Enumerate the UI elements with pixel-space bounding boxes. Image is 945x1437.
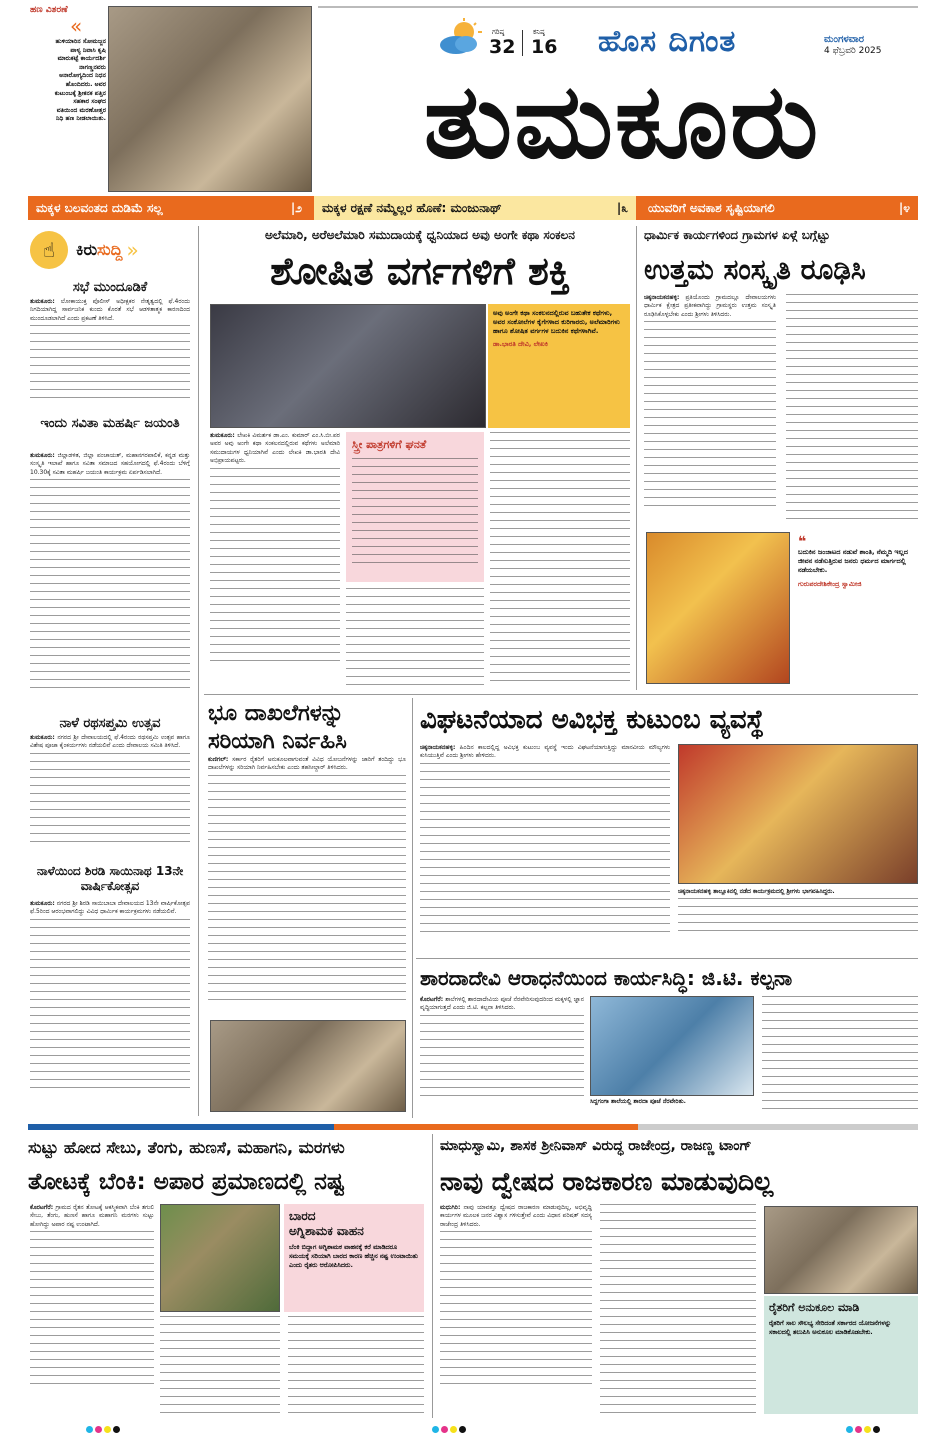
- weather-min: 16: [531, 36, 558, 58]
- right-photo: [646, 532, 790, 684]
- politics-box-title: ರೈತರಿಗೆ ಅನುಕೂಲ ಮಾಡಿ: [769, 1301, 860, 1314]
- right-body-text: ಪ್ರತಿಯೊಂದು ಗ್ರಾಮದಲ್ಲೂ ದೇವಾಲಯಗಳು ಧಾರ್ಮಿಕ ಕ್ಷೇತ್ರದ ಪ್ರತೀಕವಾಗಿದ್ದು ಗ್ರಾಮಸ್ಥರು ಉತ್ತಮ ಸಂಸ್ಕೃತಿ ರೂಢಿಸಿಕೊಳ್ಳಬೇಕು ಎಂದು ಶ್ರೀಗಳು ತಿಳಿಸಿದರು.: [644, 294, 776, 318]
- politics-body-text: ನಾವು ಯಾವತ್ತೂ ದ್ವೇಷದ ರಾಜಕಾರಣ ಮಾಡುವುದಿಲ್ಲ, ಅಭಿವೃದ್ಧಿ ಕಾರ್ಯಗಳ ಮೂಲಕ ಜನರ ವಿಶ್ವಾಸ ಗಳಿಸುತ್ತೇವೆ ಎಂದು ವಿಧಾನ ಪರಿಷತ್ ಸದಸ್ಯ ರಾಜೇಂದ್ರ ತಿಳಿಸಿದರು.: [440, 1204, 592, 1228]
- family-body: [420, 744, 670, 954]
- kiru-item-2-title: ಇಂದು ಸವಿತಾ ಮಹರ್ಷಿ ಜಯಂತಿ: [40, 416, 180, 431]
- fire-box: [284, 1204, 424, 1312]
- kiru-item-1-text: ಲೋಕಾಯುಕ್ತ ಪೊಲೀಸ್ ಅಧೀಕ್ಷಕರ ನೇತೃತ್ವದಲ್ಲಿ ಫೆ.4ರಂದು ನಿಗದಿಯಾಗಿದ್ದ ಸಾರ್ವಜನಿಕ ಕುಂದು ಕೊರತೆ ಸಭೆ ಆಡಳಿತಾತ್ಮಕ ಕಾರಣದಿಂದ ಮುಂದೂಡಲಾಗಿದೆ ಎಂದು ಪ್ರಕಟಣೆ ತಿಳಿಸಿದೆ.: [30, 298, 190, 322]
- main-sub-box: [346, 432, 484, 582]
- weather-max-label: ಗರಿಷ್ಠ: [492, 28, 505, 36]
- politics-headline: ನಾವು ದ್ವೇಷದ ರಾಜಕಾರಣ ಮಾಡುವುದಿಲ್ಲ: [440, 1167, 774, 1196]
- section-bar-grey: [638, 1124, 918, 1130]
- right-kicker: ಧಾರ್ಮಿಕ ಕಾರ್ಯಗಳಿಂದ ಗ್ರಾಮಗಳ ಏಳ್ಗೆ ಬಗ್ಗೆಟ್ಟು: [644, 228, 830, 242]
- right-quote-box: [794, 532, 918, 684]
- right-quote-by: ಗುರುಪರದೇಶಿಕೇಂದ್ರ ಸ್ವಾಮೀಜಿ: [798, 579, 862, 588]
- fire-box-title-a: ಬಾರದ: [289, 1209, 316, 1223]
- main-quote-box: [488, 304, 630, 428]
- kirusuddi-label-b: ಸುದ್ದಿ: [97, 240, 123, 259]
- land-body-text: ಸರ್ಕಾರ ರೈತರಿಗೆ ಅನುಕೂಲವಾಗುವಂತೆ ವಿವಿಧ ಯೋಜನೆಗಳನ್ನು ಜಾರಿಗೆ ತಂದಿದ್ದು ಭೂ ದಾಖಲೆಗಳನ್ನು ಸರಿಯಾಗಿ ನಿರ್ವಹಿಸಬೇಕು ಎಂದು ತಹಸೀಲ್ದಾರ್ ತಿಳಿಸಿದರು.: [208, 756, 406, 772]
- politics-kicker: ಮಾಧುಸ್ವಾಮಿ, ಶಾಸಕ ಶ್ರೀನಿವಾಸ್ ವಿರುದ್ಧ ರಾಜೇಂದ್ರ, ರಾಜಣ್ಣ ಟಾಂಗ್: [440, 1138, 752, 1154]
- text-lines: [30, 325, 190, 405]
- corner-text: ಹುಳಿಯಾರಿನ ಸೋಮಜ್ಜನ ಪಾಳ್ಯ ನಿವಾಸಿ ಕೃಷಿ ಮಾರುಕಟ್ಟೆ ಕಾರ್ಯದರ್ಶಿ ನಾಗಣ್ಣನವರು ಅನಾರೋಗ್ಯದಿಂದ ನಿಧನ ಹೊಂದಿದರು. ಅವರ ಕುಟುಂಬಕ್ಕೆ ಶ್ರೀಕನಕ ಪತ್ತಿನ ಸಹಕಾರ ಸಂಘದ ವತಿಯಿಂದ ಮರಣೋತ್ತರ ನಿಧಿ ಹಣ ನೀಡಲಾಯಿತು.: [54, 38, 106, 123]
- kiru-item-1-title: ಸಭೆ ಮುಂದೂಡಿಕೆ: [72, 280, 148, 295]
- text-lines: [30, 479, 190, 689]
- kiru-item-1-place: ತುಮಕೂರು:: [30, 298, 55, 305]
- quote-icon: ❝: [798, 534, 807, 550]
- sharada-col3-text: [762, 996, 918, 1116]
- fire-photo: [160, 1204, 280, 1312]
- kiru-item-3-text: ನಗರದ ಶ್ರೀ ದೇವಾಲಯದಲ್ಲಿ ಫೆ.4ರಂದು ರಥಸಪ್ತಮಿ ಉತ್ಸವ ಹಾಗೂ ವಿಶೇಷ ಪೂಜಾ ಕೈಂಕರ್ಯಗಳು ನಡೆಯಲಿವೆ ಎಂದು ದೇವಾಲಯ ಸಮಿತಿ ತಿಳಿಸಿದೆ.: [30, 734, 190, 750]
- fire-col3-text: [288, 1316, 424, 1416]
- teaser-2-page: |೩: [616, 200, 628, 215]
- fire-place: ಕೊರಟಗೆರೆ:: [30, 1204, 54, 1211]
- main-col3-text: [490, 432, 630, 688]
- fire-headline: ತೋಟಕ್ಕೆ ಬೆಂಕಿ: ಅಪಾರ ಪ್ರಮಾಣದಲ್ಲಿ ನಷ್ಟ: [28, 1169, 345, 1195]
- family-body-text: ಹಿಂದಿನ ಕಾಲದಲ್ಲಿದ್ದ ಅವಿಭಕ್ತ ಕುಟುಂಬ ವ್ಯವಸ್ಥೆ ಇಂದು ವಿಘಟನೆಯಾಗುತ್ತಿದ್ದು ಮಾನವೀಯ ಮೌಲ್ಯಗಳು ಕುಸಿಯುತ್ತಿವೆ ಎಂದು ಶ್ರೀಗಳು ಹೇಳಿದರು.: [420, 744, 670, 760]
- issue-date: 4 ಫೆಬ್ರವರಿ 2025: [824, 46, 882, 56]
- politics-body: [440, 1204, 592, 1416]
- fire-box-title-b: ಅಗ್ನಿಶಾಮಕ ವಾಹನ: [289, 1224, 364, 1238]
- text-lines: [644, 321, 776, 511]
- main-sub-title: ಸ್ತ್ರೀ ಪಾತ್ರಗಳಿಗೆ ಘನತೆ: [352, 438, 427, 451]
- fire-box-text: ಬೆಂಕಿ ಬಿದ್ದಾಗ ಅಗ್ನಿಶಾಮಕ ವಾಹನಕ್ಕೆ ಕರೆ ಮಾಡಿದರೂ ಸಮಯಕ್ಕೆ ಸರಿಯಾಗಿ ಬಾರದ ಕಾರಣ ಹೆಚ್ಚಿನ ನಷ್ಟ ಉಂಟಾಯಿತು ಎಂದು ರೈತರು ಆರೋಪಿಸಿದರು.: [289, 1243, 418, 1269]
- land-headline: ಭೂ ದಾಖಲೆಗಳನ್ನು ಸರಿಯಾಗಿ ನಿರ್ವಹಿಸಿ: [208, 701, 347, 754]
- politics-col2-text: [600, 1204, 756, 1416]
- sharada-body: [420, 996, 584, 1116]
- text-lines: [420, 763, 670, 939]
- fire-body-text: ಗ್ರಾಮದ ರೈತನ ತೋಟಕ್ಕೆ ಆಕಸ್ಮಿಕವಾಗಿ ಬೆಂಕಿ ತಗುಲಿ ಸೇಬು, ತೆಂಗು, ಹುಣಸೆ ಹಾಗೂ ಮಹಾಗನಿ ಮರಗಳು ಸುಟ್ಟು ಹೋಗಿದ್ದು ಅಪಾರ ನಷ್ಟ ಉಂಟಾಗಿದೆ.: [30, 1204, 154, 1228]
- text-lines: [352, 458, 478, 568]
- right-place: ಚಿಕ್ಕನಾಯಕನಹಳ್ಳಿ:: [644, 294, 680, 301]
- section-bar-orange: [334, 1124, 638, 1130]
- corner-label: ಹಣ ವಿತರಣೆ: [30, 5, 68, 15]
- kiru-item-3-title: ನಾಳೆ ರಥಸಪ್ತಮಿ ಉತ್ಸವ: [59, 716, 161, 731]
- family-caption: [678, 888, 918, 952]
- text-lines: [678, 898, 918, 938]
- family-place: ಚಿಕ್ಕನಾಯಕನಹಳ್ಳಿ:: [420, 744, 456, 751]
- paper-name: ಹೊಸ ದಿಗಂತ: [598, 24, 737, 59]
- edition-title: ತುಮಕೂರು: [423, 60, 821, 182]
- fire-kicker: ಸುಟ್ಟು ಹೋದ ಸೇಬು, ತೆಂಗು, ಹುಣಸೆ, ಮಹಾಗನಿ, ಮರಗಳು: [28, 1138, 345, 1157]
- teaser-3-page: |೪: [898, 200, 910, 215]
- text-lines: [210, 468, 340, 668]
- corner-photo: [108, 6, 312, 192]
- sharada-caption: ಸಿದ್ದಗಂಗಾ ಶಾಲೆಯಲ್ಲಿ ಶಾರದಾ ಪೂಜೆ ನೆರವೇರಿತು.: [590, 1098, 686, 1105]
- politics-box-text: ರೈತರಿಗೆ ಸಾಲ ಸೌಲಭ್ಯ ಸೇರಿದಂತೆ ಸರ್ಕಾರದ ಯೋಜನೆಗಳನ್ನು ಸಕಾಲದಲ್ಲಿ ತಲುಪಿಸಿ ಅನುಕೂಲ ಮಾಡಿಕೊಡಬೇಕು.: [769, 1319, 892, 1336]
- section-bar-blue: [28, 1124, 334, 1130]
- main-photo: [210, 304, 486, 428]
- weather-min-label: ಕನಿಷ್ಠ: [533, 28, 545, 36]
- sharada-photo: [590, 996, 754, 1096]
- kiru-item-2-text: ಜಿಲ್ಲಾಡಳಿತ, ಜಿಲ್ಲಾ ಪಂಚಾಯತ್, ಮಹಾನಗರಪಾಲಿಕೆ, ಕನ್ನಡ ಮತ್ತು ಸಂಸ್ಕೃತಿ ಇಲಾಖೆ ಹಾಗೂ ಸವಿತಾ ಸಮಾಜದ ಸಹಯೋಗದಲ್ಲಿ ಫೆ.4ರಂದು ಬೆಳಿಗ್ಗೆ 10.30ಕ್ಕೆ ಸವಿತಾ ಮಹರ್ಷಿ ಜಯಂತಿ ಕಾರ್ಯಕ್ರಮ ಏರ್ಪಡಿಸಲಾಗಿದೆ.: [30, 452, 190, 476]
- teaser-1-text: ಮಕ್ಕಳ ಬಲವಂತದ ದುಡಿಮೆ ಸಲ್ಲ: [36, 200, 163, 215]
- hand-icon: ☝: [30, 231, 68, 269]
- family-headline: ವಿಘಟನೆಯಾದ ಅವಿಭಕ್ತ ಕುಟುಂಬ ವ್ಯವಸ್ಥೆ: [420, 705, 765, 735]
- main-col2-text: [346, 588, 484, 688]
- teaser-2[interactable]: [314, 196, 636, 220]
- right-headline: ಉತ್ತಮ ಸಂಸ್ಕೃತಿ ರೂಢಿಸಿ: [644, 253, 866, 286]
- right-col2-text: [786, 294, 918, 526]
- text-lines: [420, 1015, 584, 1099]
- text-lines: [208, 775, 406, 1005]
- fire-body: [30, 1204, 154, 1416]
- politics-box: [764, 1296, 918, 1414]
- family-caption-text: ಚಿಕ್ಕನಾಯಕನಹಳ್ಳಿ ತಾಲ್ಲೂಕಿನಲ್ಲಿ ನಡೆದ ಕಾರ್ಯಕ್ರಮದಲ್ಲಿ ಶ್ರೀಗಳು ಭಾಗವಹಿಸಿದ್ದರು.: [678, 888, 835, 895]
- weather-max: 32: [489, 36, 516, 58]
- politics-place: ಮಧುಗಿರಿ:: [440, 1204, 461, 1211]
- text-lines: [440, 1231, 592, 1391]
- teaser-3[interactable]: [640, 196, 918, 220]
- main-quote-text: ಅವು ಅಂಗೇ ಕಥಾ ಸಂಕಲನದಲ್ಲಿರುವ ಬಹುತೇಕ ಕಥೆಗಳು, ಅವರ ಸಂಕೋಲೆಗಳ ಕೈಗೆಗಳಾದ ಕುರಿಗಾರರು, ಅಲೆಮಾರಿಗಳು ಹಾಗೂ ಶೋಷಿತ ವರ್ಗಗಳ ಬದುಕಿನ ಕಥೆಗಳಾಗಿವೆ.: [493, 309, 620, 335]
- kiru-item-2-place: ತುಮಕೂರು:: [30, 452, 55, 459]
- bottom-divider: [432, 1134, 433, 1418]
- center-divider: [636, 226, 637, 690]
- teaser-2-text: ಮಕ್ಕಳ ರಕ್ಷಣೆ ನಮ್ಮೆಲ್ಲರ ಹೊಣೆ: ಮಂಜುನಾಥ್: [322, 200, 502, 215]
- kirusuddi-header: [30, 228, 190, 272]
- land-body: [208, 756, 406, 1016]
- family-rule: [416, 958, 918, 959]
- fire-col2-text: [160, 1316, 280, 1416]
- family-photo: [678, 744, 918, 884]
- corner-chevron-icon: «: [70, 14, 83, 38]
- right-body: [644, 294, 776, 526]
- land-photo: [210, 1020, 406, 1112]
- main-headline: ಶೋಷಿತ ವರ್ಗಗಳಿಗೆ ಶಕ್ತಿ: [270, 249, 570, 293]
- sharada-headline: ಶಾರದಾದೇವಿ ಆರಾಧನೆಯಿಂದ ಕಾರ್ಯಸಿದ್ಧಿ: ಜಿ.ಟಿ. ಕಲ್ಪನಾ: [420, 966, 793, 990]
- sidebar-divider: [198, 226, 199, 1116]
- kiru-item-3-place: ತುಮಕೂರು:: [30, 734, 55, 741]
- main-body: [210, 432, 340, 690]
- main-quote-by: ಡಾ.ಭಾರತಿ ದೇವಿ, ಲೇಖಕಿ: [493, 340, 548, 348]
- main-place: ತುಮಕೂರು:: [210, 432, 235, 439]
- teaser-3-text: ಯುವರಿಗೆ ಅವಕಾಶ ಸೃಷ್ಟಿಯಾಗಲಿ: [648, 200, 775, 215]
- kiru-item-3-body: [30, 734, 190, 858]
- kiru-item-4-place: ತುಮಕೂರು:: [30, 900, 55, 907]
- kiru-item-2-body: [30, 452, 190, 708]
- right-quote-text: ಬದುಕಿನ ಜಂಜಾಟದ ನಡುವೆ ಶಾಂತಿ, ನೆಮ್ಮದಿ ಇಲ್ಲದ ಜೀವನ ನಡೆಸುತ್ತಿರುವ ಜನರು ಧರ್ಮದ ಮಾರ್ಗದಲ್ಲಿ ನಡೆಯಬೇಕು.: [798, 548, 909, 575]
- kirusuddi-label-a: ಕಿರು: [76, 240, 98, 259]
- text-lines: [30, 753, 190, 843]
- main-body-text: ಲೇಖಕಿ ವಿಮರ್ಶಕ ಡಾ.ಎಂ. ಕುಮಾರ್ ಎಂ.ಸಿ.ಬೀ.ಪರ ಅವರ ಅವು ಅಂಗೇ ಕಥಾ ಸಂಕಲನದಲ್ಲಿರುವ ಕಥೆಗಳು ಅಲೆಮಾರಿ ಸಮುದಾಯಗಳ ಧ್ವನಿಯಾಗಿವೆ ಎಂದು ಲೇಖಕಿ ಡಾ.ಭಾರತಿ ದೇವಿ ಅಭಿಪ್ರಾಯಪಟ್ಟರು.: [210, 432, 340, 465]
- teaser-1[interactable]: [28, 196, 310, 220]
- sharada-body-text: ಶಾಲೆಗಳಲ್ಲಿ ಶಾರದಾದೇವಿಯ ಪೂಜೆ ನೆರವೇರಿಸುವುದರಿಂದ ಮಕ್ಕಳಲ್ಲಿ ಜ್ಞಾನ ವೃದ್ಧಿಯಾಗುತ್ತದೆ ಎಂದು ಜಿ.ಟಿ. ಕಲ್ಪನಾ ತಿಳಿಸಿದರು.: [420, 996, 584, 1012]
- text-lines: [30, 1231, 154, 1391]
- kiru-item-4-body: [30, 900, 190, 1112]
- land-divider: [412, 698, 413, 1118]
- issue-day: ಮಂಗಳವಾರ: [824, 34, 865, 45]
- teaser-1-page: |೨: [290, 200, 302, 215]
- chevron-right-icon: »: [126, 238, 139, 262]
- main-kicker: ಅಲೆಮಾರಿ, ಅರೆಅಲೆಮಾರಿ ಸಮುದಾಯಕ್ಕೆ ಧ್ವನಿಯಾದ ಅವು ಅಂಗೇ ಕಥಾ ಸಂಕಲನ: [265, 228, 575, 242]
- kiru-item-1-body: [30, 298, 190, 412]
- mid-rule: [204, 694, 918, 695]
- kiru-item-4-text: ನಗರದ ಶ್ರೀ ಶಿರಡಿ ಸಾಯಿಬಾಬಾ ದೇವಾಲಯದ 13ನೇ ವಾರ್ಷಿಕೋತ್ಸವ ಫೆ.5ರಿಂದ ಆರಂಭವಾಗಲಿದ್ದು ವಿವಿಧ ಧಾರ್ಮಿಕ ಕಾರ್ಯಕ್ರಮಗಳು ನಡೆಯಲಿವೆ.: [30, 900, 190, 916]
- kiru-item-4-title: ನಾಳೆಯಿಂದ ಶಿರಡಿ ಸಾಯಿನಾಥ 13ನೇ ವಾರ್ಷಿಕೋತ್ಸವ: [36, 864, 184, 893]
- sharada-place: ಕೊರಟಗೆರೆ:: [420, 996, 444, 1003]
- text-lines: [30, 919, 190, 1091]
- top-rule: [318, 6, 918, 8]
- politics-photo: [764, 1206, 918, 1294]
- land-place: ಕುಣಿಗಲ್:: [208, 756, 229, 763]
